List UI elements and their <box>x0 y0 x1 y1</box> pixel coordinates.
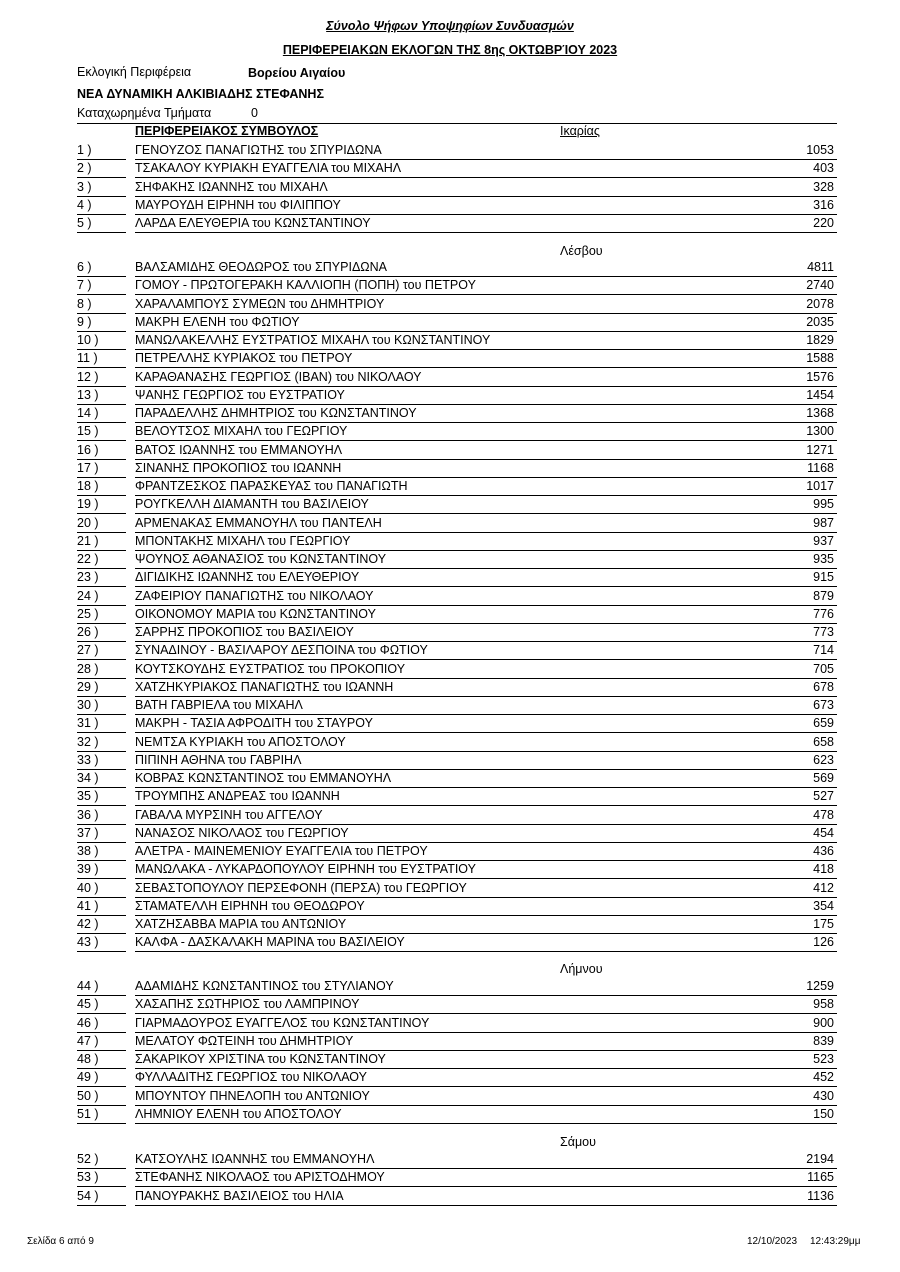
candidate-name: ΟΙΚΟΝΟΜΟΥ ΜΑΡΙΑ του ΚΩΝΣΤΑΝΤΙΝΟΥ <box>135 606 376 621</box>
table-row <box>77 1169 837 1187</box>
table-row <box>77 588 837 606</box>
row-number: 35 ) <box>77 789 99 804</box>
table-row <box>77 478 837 496</box>
candidate-name: ΒΑΛΣΑΜΙΔΗΣ ΘΕΟΔΩΡΟΣ του ΣΠΥΡΙΔΩΝΑ <box>135 260 388 274</box>
vote-count: 430 <box>813 1088 834 1103</box>
table-row <box>77 1015 837 1033</box>
table-row <box>77 996 837 1014</box>
candidate-name: ΨΟΥΝΟΣ ΑΘΑΝΑΣΙΟΣ του ΚΩΝΣΤΑΝΤΙΝΟΥ <box>135 552 387 566</box>
table-row <box>77 179 837 197</box>
candidate-name: ΜΑΥΡΟΥΔΗ ΕΙΡΗΝΗ του ΦΙΛΙΠΠΟΥ <box>135 197 341 212</box>
column-header: ΠΕΡΙΦΕΡΕΙΑΚΟΣ ΣΥΜΒΟΥΛΟΣ <box>135 124 319 138</box>
table-row <box>77 1069 837 1087</box>
number-underline <box>77 1205 126 1206</box>
candidate-name: ΝΕΜΤΣΑ ΚΥΡΙΑΚΗ του ΑΠΟΣΤΟΛΟΥ <box>135 734 346 749</box>
row-underline <box>135 232 837 233</box>
row-number: 47 ) <box>77 1033 99 1048</box>
vote-count: 569 <box>813 771 834 785</box>
table-row <box>77 642 837 660</box>
candidate-name: ΒΑΤΟΣ ΙΩΑΝΝΗΣ του ΕΜΜΑΝΟΥΗΛ <box>135 442 343 457</box>
vote-count: 1576 <box>806 369 834 384</box>
candidate-name: ΧΑΡΑΛΑΜΠΟΥΣ ΣΥΜΕΩΝ του ΔΗΜΗΤΡΙΟΥ <box>135 296 385 311</box>
document-subtitle: ΠΕΡΙΦΕΡΕΙΑΚΩΝ ΕΚΛΟΓΩΝ ΤΗΣ 8ης ΟΚΤΩΒΡΊΟΥ 2023 <box>282 43 618 57</box>
row-number: 14 ) <box>77 406 99 420</box>
vote-count: 935 <box>813 552 834 566</box>
print-date: 12/10/2023 <box>747 1236 798 1247</box>
candidate-name: ΜΠΟΝΤΑΚΗΣ ΜΙΧΑΗΛ του ΓΕΩΡΓΙΟΥ <box>135 533 351 548</box>
candidate-name: ΤΣΑΚΑΛΟΥ ΚΥΡΙΑΚΗ ΕΥΑΓΓΕΛΙΑ του ΜΙΧΑΗΛ <box>135 161 402 176</box>
vote-count: 126 <box>813 935 834 950</box>
candidate-name: ΔΙΓΙΔΙΚΗΣ ΙΩΑΝΝΗΣ του ΕΛΕΥΘΕΡΙΟΥ <box>135 570 360 585</box>
table-row <box>77 551 837 569</box>
candidate-name: ΝΑΝΑΣΟΣ ΝΙΚΟΛΑΟΣ του ΓΕΩΡΓΙΟΥ <box>135 825 349 840</box>
candidate-name: ΚΟΥΤΣΚΟΥΔΗΣ ΕΥΣΤΡΑΤΙΟΣ του ΠΡΟΚΟΠΙΟΥ <box>135 661 406 676</box>
table-row <box>77 1188 837 1206</box>
vote-count: 773 <box>813 625 834 639</box>
table-row <box>77 697 837 715</box>
candidate-name: ΚΟΒΡΑΣ ΚΩΝΣΤΑΝΤΙΝΟΣ του ΕΜΜΑΝΟΥΗΛ <box>135 771 392 785</box>
table-row <box>77 934 837 952</box>
vote-count: 1168 <box>807 460 834 475</box>
candidate-name: ΖΑΦΕΙΡΙΟΥ ΠΑΝΑΓΙΩΤΗΣ του ΝΙΚΟΛΑΟΥ <box>135 588 374 603</box>
table-row <box>77 916 837 934</box>
row-number: 34 ) <box>77 771 99 785</box>
table-row <box>77 277 837 295</box>
candidate-name: ΣΑΡΡΗΣ ΠΡΟΚΟΠΙΟΣ του ΒΑΣΙΛΕΙΟΥ <box>135 625 354 639</box>
row-number: 45 ) <box>77 997 99 1012</box>
table-row <box>77 350 837 368</box>
row-number: 4 ) <box>77 197 92 212</box>
row-number: 22 ) <box>77 552 99 566</box>
vote-count: 659 <box>813 716 834 731</box>
row-number: 12 ) <box>77 369 99 384</box>
row-number: 44 ) <box>77 979 99 993</box>
row-number: 21 ) <box>77 533 99 548</box>
vote-count: 523 <box>813 1052 834 1066</box>
candidate-name: ΓΑΒΑΛΑ ΜΥΡΣΙΝΗ του ΑΓΓΕΛΟΥ <box>135 807 323 822</box>
table-row <box>77 734 837 752</box>
row-number: 38 ) <box>77 844 99 858</box>
table-row <box>77 423 837 441</box>
table-row <box>77 314 837 332</box>
table-row <box>77 752 837 770</box>
candidate-name: ΜΑΚΡΗ - ΤΑΣΙΑ ΑΦΡΟΔΙΤΗ του ΣΤΑΥΡΟΥ <box>135 716 373 731</box>
table-row <box>77 332 837 350</box>
candidate-name: ΑΔΑΜΙΔΗΣ ΚΩΝΣΤΑΝΤΙΝΟΣ του ΣΤΥΛΙΑΝΟΥ <box>135 979 394 993</box>
vote-count: 1271 <box>806 442 834 457</box>
row-number: 5 ) <box>77 216 92 230</box>
row-number: 6 ) <box>77 260 92 274</box>
candidate-name: ΜΑΚΡΗ ΕΛΕΝΗ του ΦΩΤΙΟΥ <box>135 314 300 329</box>
table-row <box>77 215 837 233</box>
row-number: 10 ) <box>77 333 99 347</box>
candidate-name: ΚΑΛΦΑ - ΔΑΣΚΑΛΑΚΗ ΜΑΡΙΝΑ του ΒΑΣΙΛΕΙΟΥ <box>135 935 405 950</box>
vote-count: 1136 <box>807 1188 834 1203</box>
table-row <box>77 807 837 825</box>
row-underline <box>135 1123 837 1124</box>
row-number: 29 ) <box>77 679 99 694</box>
table-row <box>77 1088 837 1106</box>
number-underline <box>77 1123 126 1124</box>
table-row <box>77 387 837 405</box>
candidate-name: ΤΡΟΥΜΠΗΣ ΑΝΔΡΕΑΣ του ΙΩΑΝΝΗ <box>135 789 340 804</box>
table-row <box>77 160 837 178</box>
table-row <box>77 843 837 861</box>
table-row <box>77 496 837 514</box>
party-name: ΝΕΑ ΔΥΝΑΜΙΚΗ ΑΛΚΙΒΙΑΔΗΣ ΣΤΕΦΑΝΗΣ <box>77 87 324 101</box>
row-number: 46 ) <box>77 1015 99 1030</box>
candidate-name: ΦΡΑΝΤΖΕΣΚΟΣ ΠΑΡΑΣΚΕΥΑΣ του ΠΑΝΑΓΙΩΤΗ <box>135 479 408 493</box>
vote-count: 1259 <box>806 979 834 993</box>
vote-count: 2078 <box>806 296 834 311</box>
vote-count: 1053 <box>806 143 834 157</box>
table-row <box>77 825 837 843</box>
table-row <box>77 1151 837 1169</box>
vote-count: 1017 <box>806 479 834 493</box>
section-label: Λέσβου <box>560 244 603 258</box>
sections-value: 0 <box>251 106 258 120</box>
table-row <box>77 1033 837 1051</box>
vote-count: 4811 <box>807 260 834 274</box>
row-number: 49 ) <box>77 1070 99 1085</box>
table-row <box>77 624 837 642</box>
vote-count: 452 <box>813 1070 834 1085</box>
vote-count: 328 <box>813 179 834 194</box>
row-number: 17 ) <box>77 460 99 475</box>
vote-count: 354 <box>813 898 834 913</box>
page-number: Σελίδα 6 από 9 <box>27 1236 94 1247</box>
number-underline <box>77 232 126 233</box>
row-number: 26 ) <box>77 625 99 639</box>
candidate-name: ΜΠΟΥΝΤΟΥ ΠΗΝΕΛΟΠΗ του ΑΝΤΩΝΙΟΥ <box>135 1088 370 1103</box>
vote-count: 1588 <box>806 351 834 366</box>
row-underline <box>135 1205 837 1206</box>
candidate-name: ΜΑΝΩΛΑΚΕΛΛΗΣ ΕΥΣΤΡΑΤΙΟΣ ΜΙΧΑΗΛ του ΚΩΝΣΤΑΝΤΙΝΟΥ <box>135 333 491 347</box>
row-number: 8 ) <box>77 296 92 311</box>
vote-count: 673 <box>813 698 834 712</box>
row-number: 39 ) <box>77 862 99 877</box>
candidate-name: ΓΕΝΟΥΖΟΣ ΠΑΝΑΓΙΩΤΗΣ του ΣΠΥΡΙΔΩΝΑ <box>135 143 382 157</box>
row-number: 30 ) <box>77 698 99 712</box>
vote-count: 403 <box>813 161 834 176</box>
row-number: 13 ) <box>77 387 99 402</box>
vote-count: 1300 <box>806 424 834 439</box>
table-row <box>77 880 837 898</box>
row-number: 7 ) <box>77 278 92 293</box>
region-value: Βορείου Αιγαίου <box>248 66 346 80</box>
candidate-name: ΑΛΕΤΡΑ - ΜΑΙΝΕΜΕΝΙΟΥ ΕΥΑΓΓΕΛΙΑ του ΠΕΤΡΟΥ <box>135 844 428 858</box>
row-number: 52 ) <box>77 1152 99 1166</box>
vote-count: 678 <box>813 679 834 694</box>
candidate-name: ΣΤΕΦΑΝΗΣ ΝΙΚΟΛΑΟΣ του ΑΡΙΣΤΟΔΗΜΟΥ <box>135 1170 385 1185</box>
vote-count: 900 <box>813 1015 834 1030</box>
table-row <box>77 296 837 314</box>
candidate-name: ΛΑΡΔΑ ΕΛΕΥΘΕΡΙΑ του ΚΩΝΣΤΑΝΤΙΝΟΥ <box>135 216 371 230</box>
candidate-name: ΨΑΝΗΣ ΓΕΩΡΓΙΟΣ του ΕΥΣΤΡΑΤΙΟΥ <box>135 387 345 402</box>
row-number: 23 ) <box>77 570 99 585</box>
vote-count: 2035 <box>806 314 834 329</box>
vote-count: 436 <box>813 844 834 858</box>
vote-count: 2194 <box>806 1152 834 1166</box>
candidate-name: ΣΑΚΑΡΙΚΟΥ ΧΡΙΣΤΙΝΑ του ΚΩΝΣΤΑΝΤΙΝΟΥ <box>135 1052 386 1066</box>
vote-count: 714 <box>813 643 834 658</box>
vote-count: 412 <box>813 880 834 895</box>
vote-count: 958 <box>813 997 834 1012</box>
vote-count: 995 <box>813 497 834 512</box>
vote-count: 1454 <box>806 387 834 402</box>
candidate-name: ΠΙΠΙΝΗ ΑΘΗΝΑ του ΓΑΒΡΙΗΛ <box>135 752 302 767</box>
table-row <box>77 1051 837 1069</box>
sections-label: Καταχωρημένα Τμήματα <box>77 106 212 120</box>
row-number: 36 ) <box>77 807 99 822</box>
table-row <box>77 861 837 879</box>
candidate-name: ΧΑΤΖΗΚΥΡΙΑΚΟΣ ΠΑΝΑΓΙΩΤΗΣ του ΙΩΑΝΝΗ <box>135 679 394 694</box>
row-number: 51 ) <box>77 1106 99 1121</box>
row-number: 31 ) <box>77 716 99 731</box>
vote-count: 705 <box>813 661 834 676</box>
row-number: 18 ) <box>77 479 99 493</box>
vote-count: 220 <box>813 216 834 230</box>
row-number: 15 ) <box>77 424 99 439</box>
candidate-name: ΚΑΤΣΟΥΛΗΣ ΙΩΑΝΝΗΣ του ΕΜΜΑΝΟΥΗΛ <box>135 1152 375 1166</box>
number-underline <box>77 951 126 952</box>
candidate-name: ΣΥΝΑΔΙΝΟΥ - ΒΑΣΙΛΑΡΟΥ ΔΕΣΠΟΙΝΑ του ΦΩΤΙΟΥ <box>135 643 428 658</box>
candidate-name: ΜΕΛΑΤΟΥ ΦΩΤΕΙΝΗ του ΔΗΜΗΤΡΙΟΥ <box>135 1033 354 1048</box>
row-number: 53 ) <box>77 1170 99 1185</box>
table-row <box>77 978 837 996</box>
candidate-name: ΠΑΝΟΥΡΑΚΗΣ ΒΑΣΙΛΕΙΟΣ του ΗΛΙΑ <box>135 1188 344 1203</box>
candidate-name: ΓΟΜΟΥ - ΠΡΩΤΟΓΕΡΑΚΗ ΚΑΛΛΙΟΠΗ (ΠΟΠΗ) του ΠΕΤΡΟΥ <box>135 278 476 293</box>
candidate-name: ΓΙΑΡΜΑΔΟΥΡΟΣ ΕΥΑΓΓΕΛΟΣ του ΚΩΝΣΤΑΝΤΙΝΟΥ <box>135 1015 430 1030</box>
candidate-name: ΛΗΜΝΙΟΥ ΕΛΕΝΗ του ΑΠΟΣΤΟΛΟΥ <box>135 1106 342 1121</box>
table-row <box>77 442 837 460</box>
table-row <box>77 533 837 551</box>
row-number: 16 ) <box>77 442 99 457</box>
section-label: Σάμου <box>560 1135 596 1149</box>
vote-count: 418 <box>813 862 834 877</box>
row-number: 28 ) <box>77 661 99 676</box>
candidate-name: ΦΥΛΛΑΔΙΤΗΣ ΓΕΩΡΓΙΟΣ του ΝΙΚΟΛΑΟΥ <box>135 1070 367 1085</box>
candidate-name: ΠΑΡΑΔΕΛΛΗΣ ΔΗΜΗΤΡΙΟΣ του ΚΩΝΣΤΑΝΤΙΝΟΥ <box>135 406 417 420</box>
table-row <box>77 715 837 733</box>
vote-count: 454 <box>813 825 834 840</box>
vote-count: 776 <box>813 606 834 621</box>
vote-count: 1829 <box>806 333 834 347</box>
vote-count: 1368 <box>806 406 834 420</box>
vote-count: 527 <box>813 789 834 804</box>
row-number: 50 ) <box>77 1088 99 1103</box>
vote-count: 478 <box>813 807 834 822</box>
row-number: 2 ) <box>77 161 92 176</box>
table-row <box>77 142 837 160</box>
vote-count: 839 <box>813 1033 834 1048</box>
vote-count: 987 <box>813 515 834 530</box>
candidate-name: ΠΕΤΡΕΛΛΗΣ ΚΥΡΙΑΚΟΣ του ΠΕΤΡΟΥ <box>135 351 353 366</box>
table-row <box>77 661 837 679</box>
candidate-name: ΣΗΦΑΚΗΣ ΙΩΑΝΝΗΣ του ΜΙΧΑΗΛ <box>135 179 328 194</box>
table-row <box>77 460 837 478</box>
table-row <box>77 369 837 387</box>
table-row <box>77 569 837 587</box>
vote-count: 316 <box>813 197 834 212</box>
vote-count: 1165 <box>807 1170 834 1185</box>
document-title: Σύνολο Ψήφων Υποψηφίων Συνδυασμών <box>326 19 574 33</box>
candidate-name: ΣΙΝΑΝΗΣ ΠΡΟΚΟΠΙΟΣ του ΙΩΑΝΝΗ <box>135 460 342 475</box>
row-number: 37 ) <box>77 825 99 840</box>
row-number: 3 ) <box>77 179 92 194</box>
row-number: 11 ) <box>77 351 98 366</box>
row-number: 43 ) <box>77 935 99 950</box>
candidate-name: ΜΑΝΩΛΑΚΑ - ΛΥΚΑΡΔΟΠΟΥΛΟΥ ΕΙΡΗΝΗ του ΕΥΣΤΡΑΤΙΟΥ <box>135 862 476 877</box>
candidate-name: ΚΑΡΑΘΑΝΑΣΗΣ ΓΕΩΡΓΙΟΣ (ΙΒΑΝ) του ΝΙΚΟΛΑΟΥ <box>135 369 422 384</box>
section-label: Λήμνου <box>560 962 603 976</box>
vote-count: 937 <box>813 533 834 548</box>
row-number: 40 ) <box>77 880 99 895</box>
candidate-name: ΧΑΤΖΗΣΑΒΒΑ ΜΑΡΙΑ του ΑΝΤΩΝΙΟΥ <box>135 917 347 931</box>
region-label: Εκλογική Περιφέρεια <box>77 65 192 79</box>
table-row <box>77 679 837 697</box>
row-number: 25 ) <box>77 606 99 621</box>
row-number: 20 ) <box>77 515 99 530</box>
table-row <box>77 770 837 788</box>
candidate-name: ΣΤΑΜΑΤΕΛΛΗ ΕΙΡΗΝΗ του ΘΕΟΔΩΡΟΥ <box>135 898 365 913</box>
print-time: 12:43:29μμ <box>810 1236 861 1247</box>
row-underline <box>135 951 837 952</box>
candidate-name: ΡΟΥΓΚΕΛΛΗ ΔΙΑΜΑΝΤΗ του ΒΑΣΙΛΕΙΟΥ <box>135 497 369 512</box>
row-number: 42 ) <box>77 917 99 931</box>
vote-count: 150 <box>813 1106 834 1121</box>
table-row <box>77 898 837 916</box>
candidate-name: ΒΑΤΗ ΓΑΒΡΙΕΛΑ του ΜΙΧΑΗΛ <box>135 698 303 712</box>
table-row <box>77 197 837 215</box>
row-number: 41 ) <box>77 898 99 913</box>
candidate-name: ΒΕΛΟΥΤΣΟΣ ΜΙΧΑΗΛ του ΓΕΩΡΓΙΟΥ <box>135 424 348 439</box>
table-row <box>77 515 837 533</box>
row-number: 1 ) <box>77 143 92 157</box>
vote-count: 175 <box>813 917 834 931</box>
vote-count: 915 <box>813 570 834 585</box>
table-row <box>77 405 837 423</box>
vote-count: 623 <box>813 752 834 767</box>
table-row <box>77 788 837 806</box>
row-number: 19 ) <box>77 497 99 512</box>
candidate-name: ΣΕΒΑΣΤΟΠΟΥΛΟΥ ΠΕΡΣΕΦΟΝΗ (ΠΕΡΣΑ) του ΓΕΩΡΓΙΟΥ <box>135 880 467 895</box>
table-row <box>77 606 837 624</box>
candidate-name: ΧΑΣΑΠΗΣ ΣΩΤΗΡΙΟΣ του ΛΑΜΠΡΙΝΟΥ <box>135 997 360 1012</box>
row-number: 48 ) <box>77 1052 99 1066</box>
row-number: 24 ) <box>77 588 99 603</box>
vote-count: 879 <box>813 588 834 603</box>
candidate-name: ΑΡΜΕΝΑΚΑΣ ΕΜΜΑΝΟΥΗΛ του ΠΑΝΤΕΛΗ <box>135 515 382 530</box>
table-row <box>77 1106 837 1124</box>
row-number: 27 ) <box>77 643 99 658</box>
vote-count: 2740 <box>806 278 834 293</box>
row-number: 33 ) <box>77 752 99 767</box>
row-number: 54 ) <box>77 1188 99 1203</box>
table-row <box>77 259 837 277</box>
vote-count: 658 <box>813 734 834 749</box>
row-number: 32 ) <box>77 734 99 749</box>
row-number: 9 ) <box>77 314 92 329</box>
section-label: Ικαρίας <box>560 124 600 138</box>
